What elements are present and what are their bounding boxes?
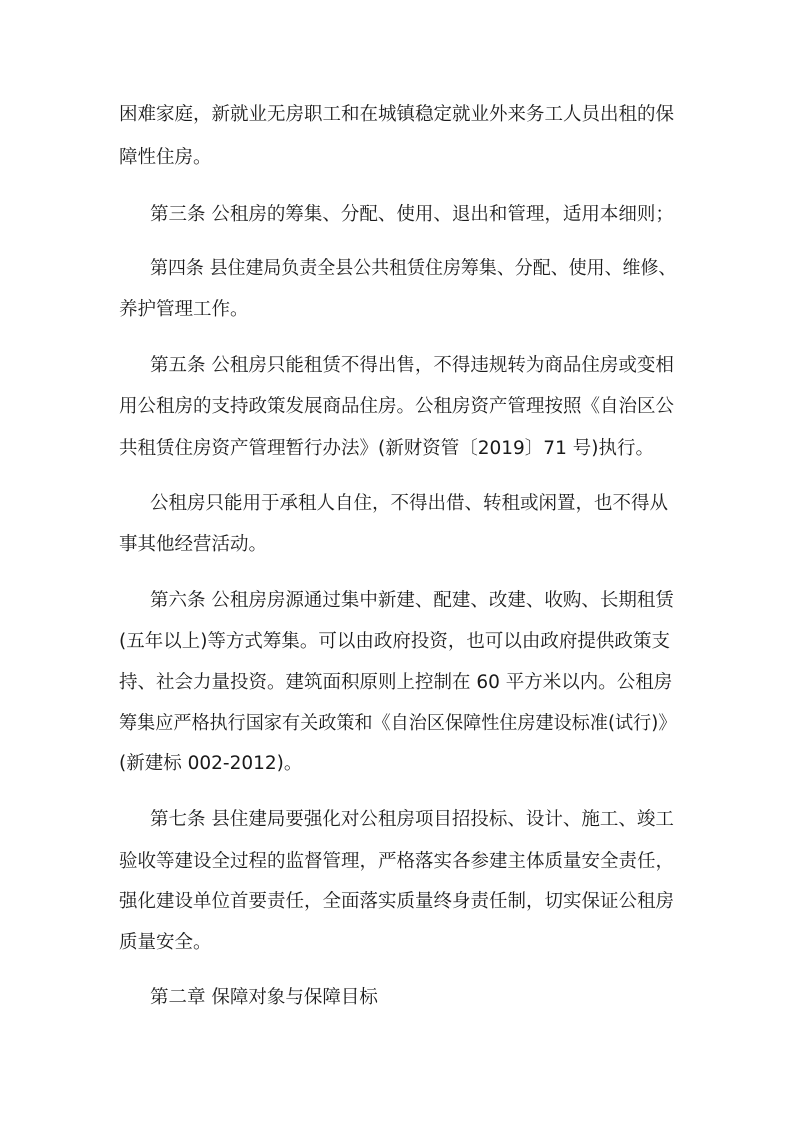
text-line: 强化建设单位首要责任，全面落实质量终身责任制，切实保证公租房 (119, 891, 675, 912)
chapter-heading: 第二章 保障对象与保障目标 (150, 987, 378, 1008)
paragraph-start: 公租房只能用于承租人自住，不得出借、转租或闲置，也不得从 (150, 493, 669, 514)
article-3: 第三条 公租房的筹集、分配、使用、退出和管理，适用本细则； (150, 204, 674, 225)
text-line: 障性住房。 (119, 147, 212, 168)
article-6: 第六条 公租房房源通过集中新建、配建、改建、收购、长期租赁 (150, 590, 674, 611)
text-line: 验收等建设全过程的监督管理，严格落实各参建主体质量安全责任， (119, 851, 675, 872)
text-line: 用公租房的支持政策发展商品住房。公租房资产管理按照《自治区公 (119, 396, 675, 417)
text-line: 困难家庭，新就业无房职工和在城镇稳定就业外来务工人员出租的保 (119, 104, 675, 125)
text-line: 筹集应严格执行国家有关政策和《自治区保障性住房建设标准(试行)》 (119, 713, 677, 734)
text-line: 共租赁住房资产管理暂行办法》(新财资管〔2019〕71 号)执行。 (119, 438, 654, 459)
article-4: 第四条 县住建局负责全县公共租赁住房筹集、分配、使用、维修、 (150, 258, 677, 279)
text-line: 养护管理工作。 (119, 299, 249, 320)
text-line: (五年以上)等方式筹集。可以由政府投资，也可以由政府提供政策支 (119, 631, 670, 652)
text-line: 质量安全。 (119, 932, 212, 953)
text-line: (新建标 002-2012)。 (119, 753, 303, 774)
text-line: 事其他经营活动。 (119, 534, 268, 555)
article-5: 第五条 公租房只能租赁不得出售，不得违规转为商品住房或变相 (150, 355, 674, 376)
article-7: 第七条 县住建局要强化对公租房项目招投标、设计、施工、竣工 (150, 809, 674, 830)
text-line: 持、社会力量投资。建筑面积原则上控制在 60 平方米以内。公租房 (119, 672, 673, 693)
